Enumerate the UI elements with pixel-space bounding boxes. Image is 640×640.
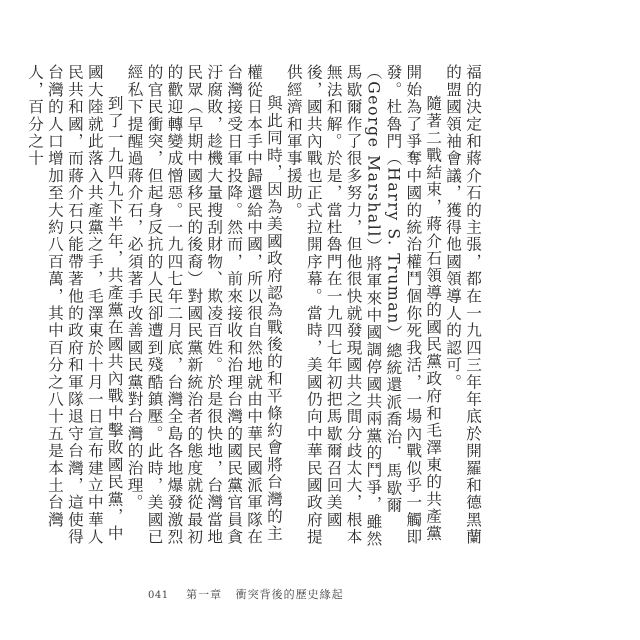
page-number: 041 <box>148 590 169 601</box>
paragraph-4: 到了一九四九下半年，共產黨在國共內戰中擊敗國民黨，中國大陸就此落入共產黨之手，毛澤東於十月一日宣布建立中華人民共和國，而蔣介石只能帶著他的政府和軍隊退守台灣，這使得台灣的人口增加至大約八百萬，其中百分之八十五是本土台灣人，百分之十 <box>26 64 124 546</box>
chapter-label: 第一章 <box>186 588 223 601</box>
body-text-vertical <box>24 64 482 554</box>
paragraph-3: 與此同時，因為美國政府認為戰後的和平條約會將台灣的主權從日本手中歸還給中國，所以很自然地就由中華民國派軍隊在台灣接受日軍投降。然而，前來接收和治理台灣的國民黨官員貪汙腐敗，趁機大量搜刮財物、欺凌百姓。於是很快地，台灣當地民眾（早期中國移民的後裔）對國民黨新統治者的態度就從最初的歡迎轉變成憎惡。一九四七年二月底，台灣全島各地爆發激烈的官民衝突，但起身反抗的人民卻遭到殘酷鎮壓。此時，美國已經私下提醒過蔣介石，必須著手改善國民黨對台灣的治理。 <box>125 64 283 546</box>
chapter-title: 衝突背後的歷史緣起 <box>235 588 344 601</box>
page-footer <box>148 586 344 602</box>
paragraph-2: 隨著二戰結束，蔣介石領導的國民黨政府和毛澤東的共產黨開始為了爭奪中國的統治權鬥個你死我活，一場內戰似乎一觸即發。杜魯門（Harry S. Truman）總統還派喬治．馬歇爾（George Marshall）將軍來中國調停國共兩黨的鬥爭，雖然馬歇爾作了很多努力，但他很快就發現國共之間分歧太大，根本無法和解。於是，當杜魯門在一九四七年初把馬歇爾召回美國後，國共內戰也正式拉開序幕。當時，美國仍向中華民國政府提供經濟和軍事援助。 <box>284 64 443 548</box>
paragraph-1: 福的決定和蔣介石的主張，都在一九四三年年底於開羅和德黑蘭的盟國領袖會議，獲得他國領導人的認可。 <box>444 64 482 546</box>
